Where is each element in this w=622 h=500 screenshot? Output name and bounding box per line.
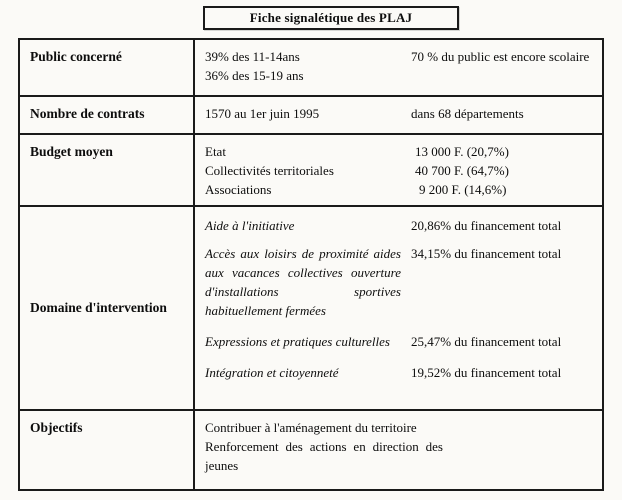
row-nombre-contrats (20, 95, 602, 133)
domaine-value-initiative: 20,86% du financement total (411, 218, 562, 233)
row-public-concerne (20, 40, 602, 95)
row-objectifs (20, 409, 602, 489)
row-content-objectifs (195, 411, 602, 489)
budget-name-collectivites: Collectivités territoriales (205, 163, 334, 178)
domaine-name-initiative: Aide à l'initiative (205, 218, 295, 233)
domaine-entry-initiative (205, 216, 594, 235)
public-stats (205, 47, 403, 85)
budget-name-etat: Etat (205, 144, 226, 159)
budget-value-collectivites: 40 700 F. (64,7%) (415, 163, 509, 178)
document-title-box (203, 6, 459, 30)
domaine-name-expressions: Expressions et pratiques culturelles (205, 334, 390, 349)
row-label-contrats: Nombre de contrats (20, 97, 195, 133)
public-stat-1: 39% des 11-14ans (205, 49, 300, 64)
row-content-public (195, 40, 609, 95)
public-note: 70 % du public est encore scolaire (411, 49, 590, 64)
contrats-value: 1570 au 1er juin 1995 (205, 106, 320, 121)
domaine-value-expressions: 25,47% du financement total (411, 334, 562, 349)
row-content-contrats (195, 97, 602, 133)
row-content-domaine (195, 207, 602, 409)
budget-value-associations: 9 200 F. (14,6%) (419, 182, 507, 197)
budget-name-associations: Associations (205, 182, 272, 197)
row-label-budget: Budget moyen (20, 135, 195, 205)
row-label-public: Public concerné (20, 40, 195, 95)
public-note-wrap (403, 47, 601, 85)
domaine-label-text: Domaine d'intervention (30, 300, 167, 315)
row-budget-moyen (20, 133, 602, 205)
row-domaine-intervention (20, 205, 602, 409)
domaine-name-integration: Intégration et citoyenneté (205, 365, 339, 380)
budget-value-etat: 13 000 F. (20,7%) (415, 144, 509, 159)
document-title: Fiche signalétique des PLAJ (249, 10, 413, 25)
objectifs-line-2: Renforcement des actions en direction des jeunes (205, 439, 443, 473)
domaine-value-integration: 19,52% du financement total (411, 365, 562, 380)
row-content-budget (195, 135, 602, 205)
domaine-name-loisirs: Accès aux loisirs de proximité aides aux vacances collectives ouverture d'installations sportives habituellement fermées (205, 246, 401, 318)
row-label-objectifs: Objectifs (20, 411, 195, 489)
row-label-domaine (20, 207, 195, 409)
domaine-value-loisirs: 34,15% du financement total (411, 246, 562, 261)
domaine-entry-expressions (205, 332, 594, 351)
public-stat-2: 36% des 15-19 ans (205, 68, 304, 83)
domaine-entry-loisirs (205, 244, 594, 320)
budget-item-etat (205, 142, 594, 161)
budget-item-collectivites (205, 161, 594, 180)
budget-item-associations (205, 180, 594, 199)
objectifs-line-1: Contribuer à l'aménagement du territoire (205, 420, 417, 435)
fiche-table (18, 38, 604, 491)
domaine-entry-integration (205, 363, 594, 382)
contrats-note: dans 68 départements (411, 106, 524, 121)
